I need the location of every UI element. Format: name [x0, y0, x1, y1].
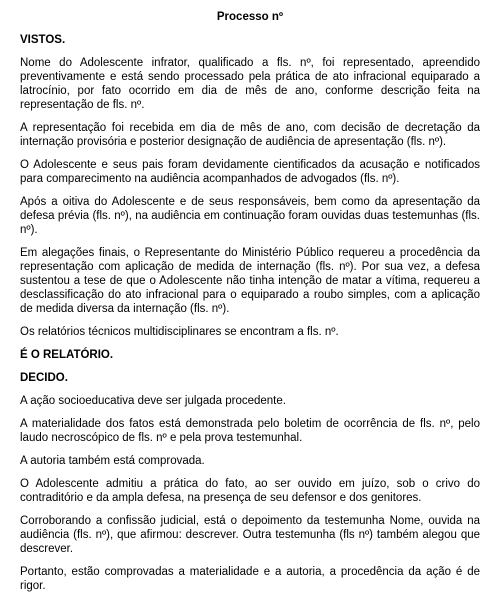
document-title: Processo nº	[216, 11, 284, 23]
paragraph-autoria: A autoria também está comprovada.	[20, 455, 205, 467]
paragraph-qualificacao: Nome do Adolescente infrator, qualificado a fls. nº, foi representado, apreendido preventivamente e está sendo processado pela prática de ato infracional equiparado a latrocínio, por fato ocorrido em dia de mês de ano, conforme descrição feita na representação de fls. nº.	[20, 57, 480, 111]
paragraph-oitiva: Após a oitiva do Adolescente e de seus responsáveis, bem como da apresentação da defesa prévia (fls. nº), na audiência em continuação foram ouvidas duas testemunhas (fls. nº).	[20, 196, 480, 236]
paragraph-confissao: O Adolescente admitiu a prática do fato, ao ser ouvido em juízo, sob o crivo do contraditório e da ampla defesa, na presença de seu defensor e dos genitores.	[20, 478, 480, 504]
paragraph-conclusao: Portanto, estão comprovadas a materialidade e a autoria, a procedência da ação é de rigor.	[20, 566, 480, 592]
section-heading-relatorio: É O RELATÓRIO.	[20, 349, 114, 361]
paragraph-procedencia: A ação socioeducativa deve ser julgada procedente.	[20, 395, 286, 407]
paragraph-depoimento: Corroborando a confissão judicial, está o depoimento da testemunha Nome, ouvida na audiência (fls. nº), que afirmou: descrever. Outra testemunha (fls nº) também alegou que descrever.	[20, 515, 480, 555]
paragraph-relatorios-tecnicos: Os relatórios técnicos multidisciplinares se encontram a fls. nº.	[20, 326, 339, 338]
paragraph-cientificacao: O Adolescente e seus pais foram devidamente cientificados da acusação e notificados para comparecimento na audiência acompanhados de advogados (fls. nº).	[20, 159, 480, 185]
paragraph-alegacoes-finais: Em alegações finais, o Representante do Ministério Público requereu a procedência da representação com aplicação de medida de internação (fls. nº). Por sua vez, a defesa sustentou a tese de que o Adolescente não tinha intenção de matar a vítima, requereu a desclassificação do ato infracional para o equiparado a roubo simples, com a aplicação de medida diversa da internação (fls. nº).	[20, 247, 480, 315]
section-heading-vistos: VISTOS.	[20, 34, 66, 46]
section-heading-decido: DECIDO.	[20, 372, 68, 384]
paragraph-materialidade: A materialidade dos fatos está demonstrada pelo boletim de ocorrência de fls. nº, pelo laudo necroscópico de fls. nº e pela prova testemunhal.	[20, 418, 480, 444]
paragraph-representacao: A representação foi recebida em dia de mês de ano, com decisão de decretação da internação provisória e posterior designação de audiência de apresentação (fls. nº).	[20, 122, 480, 148]
